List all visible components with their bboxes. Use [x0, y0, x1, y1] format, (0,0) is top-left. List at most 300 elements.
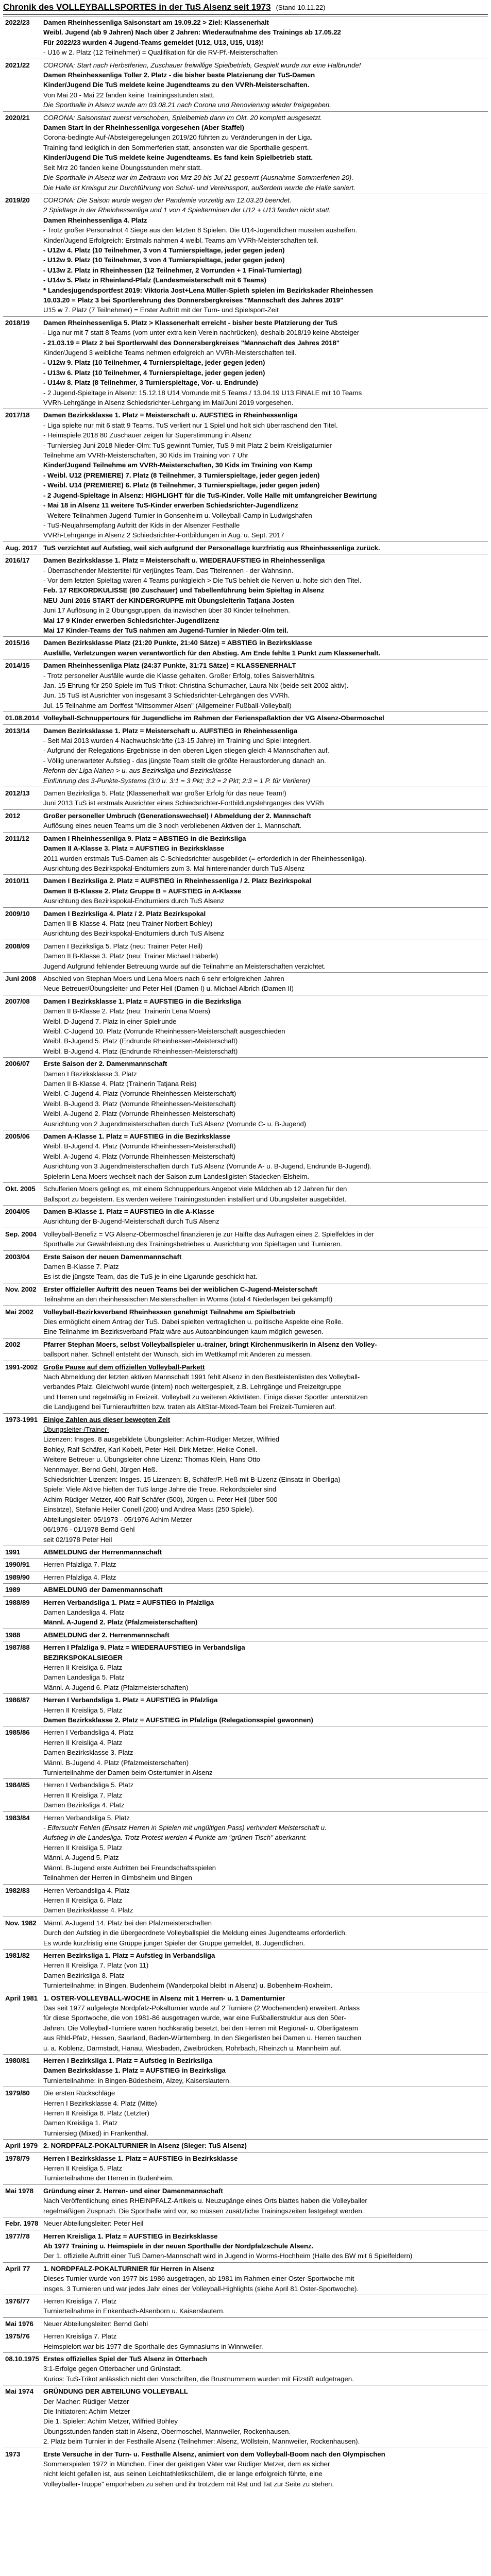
year-cell: 2014/15	[3, 659, 41, 712]
content-cell	[41, 2262, 488, 2295]
entry-line: Schulferien Moers gelingt es, mit einem Schnupperkurs Angebot viele Mädchen ab 12 Jahren für den	[43, 1185, 347, 1193]
chronicle-row	[3, 1361, 488, 1413]
year-cell: 1977/78	[3, 2230, 41, 2262]
chronicle-row	[3, 554, 488, 637]
content-cell	[41, 1058, 488, 1130]
entry-line: Erstes offizielles Spiel der TuS Alsenz in Otterbach	[43, 2354, 208, 2363]
year-cell: 1975/76	[3, 2330, 41, 2353]
entry-line: Herren Kreisliga 7. Platz	[43, 2332, 117, 2341]
entry-line: - Weibl. U12 (PREMIERE) 7. Platz (8 Teilnehmer, 3 Turnierspieltage, jeder gegen jeden)	[43, 471, 320, 479]
content-cell	[41, 59, 488, 111]
entry-line: - Aufgrund der Relegations-Ergebnisse in den oberen Ligen stiegen gleich 4 Mannschaften auf.	[43, 747, 329, 755]
entry-line: Von Mai 20 - Mai 22 fanden keine Trainingsstunden statt.	[43, 91, 215, 99]
content-cell	[41, 1546, 488, 1558]
content-cell	[41, 1361, 488, 1413]
entry-line: Teilnahme an den rheinhessischen Meisterschaften in Worms (total 4 Niederlagen bei gekämpft)	[43, 1295, 333, 1303]
year-cell: 1978/79	[3, 2152, 41, 2184]
entry-line: Turniersieg (Mixed) in Frankenthal.	[43, 2129, 148, 2137]
year-cell: 1976/77	[3, 2295, 41, 2317]
content-cell	[41, 1641, 488, 1694]
entry-line: Männl. B-Jugend 4. Platz (Pfalzmeisterschaften)	[43, 1758, 189, 1767]
entry-line: Dieses Turnier wurde von 1977 bis 1986 ausgetragen, ab 1981 im Rahmen einer Oster-Sportwoche mit	[43, 2275, 354, 2283]
entry-line: CORONA: Die Saison wurde wegen der Pandemie vorzeitig am 12.03.20 beendet.	[43, 196, 292, 204]
year-cell: 2003/04	[3, 1250, 41, 1283]
year-cell: April 1979	[3, 2140, 41, 2152]
entry-line: Damen Bezirksliga 5. Platz (Klassenerhalt war großer Erfolg für das neue Team!)	[43, 789, 286, 798]
entry-line: - U12w 9. Platz (10 Teilnehmer, 3 von 4 Turnierspieltage, jeder gegen jeden)	[43, 256, 285, 264]
entry-line: Damen B-Klasse 1. Platz = AUFSTIEG in die A-Klasse	[43, 1207, 215, 1215]
year-cell: 1980/81	[3, 2055, 41, 2087]
entry-line: Volleyballer-Truppe" emporheben zu sehen und ihr trotzdem mit Rat und Tat zur Seite zu stehen.	[43, 2480, 334, 2488]
entry-line: Abschied von Stephan Moers und Lena Moers nach 6 sehr erfolgreichen Jahren	[43, 974, 284, 982]
entry-line: Volleyball-Benefiz = VG Alsenz-Obermoschel finanzieren je zur Hälfte das Aufragen eines 2. Spielfeldes in der	[43, 1230, 374, 1238]
content-cell	[41, 554, 488, 637]
entry-line: Herren I Pfalzliga 9. Platz = WIEDERAUFSTIEG in Verbandsliga	[43, 1643, 245, 1652]
content-cell	[41, 541, 488, 554]
entry-line: Der 1. offizielle Auftritt einer TuS Damen-Mannschaft wird in Jugend in Worms-Hochheim (Halle des BW mit 6 Spielfeldern)	[43, 2252, 413, 2260]
entry-line: Teilnehme am VVRh-Meisterschaften, 30 Kids im Training von 7 Uhr	[43, 451, 248, 460]
chronicle-row	[3, 972, 488, 995]
chronicle-row	[3, 637, 488, 659]
entry-line: Damen Bezirksklasse 4. Platz	[43, 1906, 133, 1914]
year-cell: 2018/19	[3, 316, 41, 409]
year-cell: Okt. 2005	[3, 1183, 41, 1206]
content-cell	[41, 409, 488, 541]
entry-line: Damen A-Klasse 1. Platz = AUFSTIEG in die Bezirksklasse	[43, 1132, 230, 1141]
entry-line: Training fand lediglich in den Sommerferien statt, ansonsten war die Sporthalle gesperrt.	[43, 143, 309, 151]
entry-line: - U13w 6. Platz (10 Teilnehmer, 4 Turnierspieltage, jeder gegen jeden)	[43, 368, 265, 377]
chronicle-table	[3, 16, 488, 2490]
entry-line: U15 w 7. Platz (7 Teilnehmer) = Erster Auftritt mit der Turn- und Spielsport-Zeit	[43, 306, 279, 314]
entry-line: seit 02/1978 Peter Heil	[43, 1535, 112, 1544]
entry-line: Die Sporthalle in Alsenz wurde am 03.08.21 nach Corona und Renovierung wieder freigegeben.	[43, 101, 331, 109]
year-cell: Juni 2008	[3, 972, 41, 995]
chronicle-row	[3, 2295, 488, 2317]
chronicle-row	[3, 16, 488, 59]
entry-line: Weibl. B-Jugend 4. Platz (Vorrunde Rheinhessen-Meisterschaft)	[43, 1142, 236, 1150]
entry-line: Damen I Bezirksliga 5. Platz (neu: Trainer Peter Heil)	[43, 942, 203, 950]
entry-line: - Liga spielte nur mit 6 statt 9 Teams. TuS verliert nur 1 Spiel und holt sich überraschend den Titel.	[43, 421, 338, 429]
entry-line: - U12w 4. Platz (10 Teilnehmer, 3 von 4 Turnierspieltage, jeder gegen jeden)	[43, 246, 285, 254]
chronicle-row	[3, 1413, 488, 1546]
chronicle-row	[3, 1992, 488, 2054]
year-cell: Mai 1974	[3, 2385, 41, 2448]
year-cell: Febr. 1978	[3, 2217, 41, 2230]
entry-line: Einführung des 3-Punkte-Systems (3:0 u. 3:1 = 3 Pkt; 3:2 = 2 Pkt; 2:3 = 1 P. für Verlierer)	[43, 776, 310, 785]
year-cell: 1990/91	[3, 1558, 41, 1571]
entry-line: VVRh-Lehrgänge in Alsenz 2 Schiedsrichter-Fortbildungen in Aug. u. Sept. 2017	[43, 531, 284, 539]
entry-line: Juni 17 Auflösung in 2 Übungsgruppen, da inzwischen über 30 Kinder teilnehmen.	[43, 606, 290, 615]
entry-line: Damen Bezirksklasse 1. Platz = Meisterschaft u. AUFSTIEG in Rheinhessenliga	[43, 726, 298, 735]
content-cell	[41, 2295, 488, 2317]
year-cell: Sep. 2004	[3, 1228, 41, 1250]
entry-line: Ausrichtung des Bezirkspokal-Endturniers durch TuS Alsenz	[43, 897, 225, 905]
year-cell: 1987/88	[3, 1641, 41, 1694]
entry-line: ABMELDUNG der Herrenmannschaft	[43, 1548, 162, 1556]
year-cell: 2010/11	[3, 875, 41, 907]
entry-line: Ausrichtung von 2 Jugendmeisterschaften durch TuS Alsenz (Vorrunde C- u. B-Jugend)	[43, 1120, 307, 1128]
entry-line: Damen II B-Klasse 3. Platz (neu: Trainer Michael Häberle)	[43, 952, 218, 960]
year-cell: 1988/89	[3, 1596, 41, 1629]
entry-line: - Vor dem letzten Spieltag waren 4 Teams punktgleich > Die TuS behielt die Nerven u. holte sich den Titel.	[43, 576, 362, 584]
year-cell: 1973	[3, 2448, 41, 2490]
entry-line: 3:1-Erfolge gegen Otterbacher und Grünstadt.	[43, 2365, 182, 2373]
chronicle-row	[3, 316, 488, 409]
entry-line: Heimspielort war bis 1977 die Sporthalle des Gymnasiums in Winnweiler.	[43, 2342, 263, 2350]
entry-line: Dies ermöglicht einem Antrag der TuS. Dabei spielten vertraglichen u. politische Aspekte eine Rolle.	[43, 1317, 344, 1326]
year-cell: 1989/90	[3, 1571, 41, 1583]
entry-line: Der Macher: Rüdiger Metzer	[43, 2397, 129, 2405]
chronicle-row	[3, 1629, 488, 1641]
entry-line: Kinder/Jugend Teilnehme am VVRh-Meisterschaften, 30 Kids im Training von Kamp	[43, 461, 313, 469]
entry-line: Damen Rheinhessenliga 4. Platz	[43, 216, 147, 224]
entry-line: Herren I Verbandsliga 5. Platz	[43, 1781, 134, 1789]
entry-line: Turnierteilnahme: in Bingen, Budenheim (Wanderpokal bleibt in Alsenz) u. Bobenheim-Roxheim.	[43, 1981, 333, 1990]
chronicle-row	[3, 2230, 488, 2262]
stand-date: (Stand 10.11.22)	[276, 4, 326, 11]
entry-line: für diese Sportwoche, die von 1981-86 ausgetragen wurde, war eine Fußballerstruktur aus den 50er-	[43, 2014, 346, 2022]
entry-line: Auflösung eines neuen Teams um die 3 noch verbliebenen Aktiven der 1. Mannschaft.	[43, 822, 302, 830]
content-cell	[41, 907, 488, 940]
year-cell: 1981/82	[3, 1949, 41, 1992]
entry-line: - 2 Jugend-Spieltage in Alsenz: 15.12.18 U14 Vorrunde mit 5 Teams / 13.04.19 U13 FINALE mit 10 Teams	[43, 388, 362, 397]
entry-line: Neue Betreuer/Übungsleiter und Peter Heil (Damen I) u. Michael Albrich (Damen II)	[43, 985, 294, 993]
year-cell: 1991	[3, 1546, 41, 1558]
entry-line: 10.03.20 = Platz 3 bei Sportlerehrung des Donnersbergkreises "Mannschaft des Jahres 2019"	[43, 296, 344, 304]
chronicle-row	[3, 2385, 488, 2448]
entry-line: Jan. 15 Ehrung für 250 Spiele im TuS-Trikot: Christina Schumacher, Laura Nix (beide seit 2002 aktiv).	[43, 682, 349, 689]
content-cell	[41, 2385, 488, 2448]
entry-line: Herren II Kreisliga 6. Platz	[43, 1896, 123, 1904]
year-cell: 2016/17	[3, 554, 41, 637]
year-cell: 1986/87	[3, 1694, 41, 1726]
entry-line: - Mai 18 in Alsenz 11 weitere TuS-Kinder erwerben Schiedsrichter-Jugendlizenz	[43, 501, 298, 510]
content-cell	[41, 1283, 488, 1306]
entry-line: Nach Veröffentlichung eines RHEINPFALZ-Artikels u. Neuzugänge eines Orts blattes haben die Volleyballer	[43, 2197, 367, 2205]
entry-line: Die ersten Rückschläge	[43, 2089, 115, 2097]
year-cell: 2002	[3, 1338, 41, 1361]
entry-line: Die Halle ist Kreisgut zur Durchführung von Schul- und Vereinssport, außerdem wurde die Halle saniert.	[43, 183, 355, 192]
entry-line: Einsätze), Stefanie Heiler Conell (200) und Andrea Mass (250 Spiele).	[43, 1505, 255, 1514]
chronicle-row	[3, 724, 488, 787]
entry-line: Seit Mrz 20 fanden keine Übungsstunden mehr statt.	[43, 163, 202, 172]
entry-line: Weibl. C-Jugend 10. Platz (Vorrunde Rheinhessen-Meisterschaft ausgeschieden	[43, 1027, 285, 1035]
content-cell	[41, 940, 488, 972]
entry-line: * Landesjugendsportfest 2019: Viktoria Jost+Lena Müller-Spieth spielen im Bezirkskader Rheinhessen	[43, 286, 373, 294]
entry-line: Erster offizieller Auftritt des neuen Teams bei der weiblichen C-Jugend-Meisterschaft	[43, 1285, 318, 1293]
entry-line: Herren Verbandsliga 4. Platz	[43, 1886, 130, 1894]
year-cell: 2013/14	[3, 724, 41, 787]
entry-line: verbandes Pfalz. Gleichwohl wurde (intern) noch weitergespielt, z.B. Lehrgänge und Freizeitgruppe	[43, 1383, 342, 1391]
entry-line: Gründung einer 2. Herren- und einer Damenmannschaft	[43, 2187, 223, 2195]
entry-line: Lizenzen: Insges. 8 ausgebildete Übungsleiter: Achim-Rüdiger Metzer, Wilfried	[43, 1435, 280, 1444]
entry-line: - Völlig unerwarteter Aufstieg - das jüngste Team stellt die größte Herausforderung danach an.	[43, 756, 326, 765]
entry-line: Teilnahmen der Herren in Gimbsheim und Bingen	[43, 1874, 192, 1882]
entry-line: Männl. A-Jugend 2. Platz (Pfalzmeisterschaften)	[43, 1618, 198, 1626]
content-cell	[41, 111, 488, 194]
content-cell	[41, 2217, 488, 2230]
chronicle-row	[3, 2140, 488, 2152]
entry-line: CORONA: Saisonstart zuerst verschoben, Spielbetrieb dann im Okt. 20 komplett ausgesetzt.	[43, 113, 322, 122]
entry-line: 1. OSTER-VOLLEYBALL-WOCHE in Alsenz mit 1 Herren- u. 1 Damenturnier	[43, 1994, 285, 2002]
entry-line: NEU Juni 2016 START der KINDERGRUPPE mit Übungsleiterin Tatjana Josten	[43, 596, 294, 604]
entry-line: Damen Rheinhessenliga Platz (24:37 Punkte, 31:71 Sätze) = KLASSENERHALT	[43, 662, 296, 670]
content-cell	[41, 2352, 488, 2385]
entry-line: Neuer Abteilungsleiter: Peter Heil	[43, 2219, 144, 2228]
entry-line: Übungsstunden fanden statt in Alsenz, Obermoschel, Mannweiler, Rockenhausen.	[43, 2427, 291, 2435]
entry-line: Es wurde kurzfristig eine Gruppe junger Spieler der Gruppe gemeldet, 8. Jugendlichen.	[43, 1939, 306, 1947]
entry-line: insges. 3 Turnieren und war jedes Jahr eines der Volleyball-Highlights (siehe April 81 Oster-Sportwoche).	[43, 2284, 359, 2293]
entry-line: nicht leicht gefallen ist, aus seinen Leichtathletikschülern, die er lange erfolgreich führte, eine	[43, 2470, 323, 2478]
content-cell	[41, 1811, 488, 1884]
chronicle-row	[3, 875, 488, 907]
entry-line: - Liga nur mit 7 statt 8 Teams (vom unter extra kein Verein nachrücken), deshalb 2018/19 keine Absteiger	[43, 329, 360, 337]
year-cell: 1988	[3, 1629, 41, 1641]
entry-line: Turnierteilnahme der Herren in Budenheim.	[43, 2174, 174, 2182]
content-cell	[41, 1726, 488, 1779]
year-cell: Aug. 2017	[3, 541, 41, 554]
entry-line: Herren Verbandsliga 5. Platz	[43, 1814, 130, 1822]
chronicle-row	[3, 111, 488, 194]
content-cell	[41, 316, 488, 409]
content-cell	[41, 659, 488, 712]
chronicle-row	[3, 1306, 488, 1338]
chronicle-row	[3, 1546, 488, 1558]
entry-line: VVRh-Lehrgänge in Alsenz Schiedsrichter-Lehrgang im Mai/Juni 2019 vorgesehen.	[43, 399, 294, 407]
entry-line: Herren I Bezirksliga 1. Platz = Aufstieg in Bezirksliga	[43, 2057, 213, 2064]
chronicle-row	[3, 2352, 488, 2385]
entry-line: Aufstieg in die Landesliga. Trotz Protest werden 4 Punkte am "grünen Tisch" aberkannt.	[43, 1834, 307, 1842]
entry-line: Weibl. A-Jugend 4. Platz (Vorrunde Rheinhessen-Meisterschaft)	[43, 1152, 235, 1160]
content-cell	[41, 995, 488, 1057]
year-cell: 1979/80	[3, 2087, 41, 2140]
year-cell: 08.10.1975	[3, 2352, 41, 2385]
chronicle-row	[3, 1779, 488, 1811]
entry-line: Weibl. A-Jugend 2. Platz (Vorrunde Rheinhessen-Meisterschaft)	[43, 1110, 235, 1118]
entry-line: Kinder/Jugend Die TuS meldete keine Jugendteams. Es fand kein Spielbetrieb statt.	[43, 154, 313, 162]
entry-line: Erste Saison der 2. Damenmannschaft	[43, 1060, 167, 1068]
entry-line: Kurios: TuS-Trikot anlässlich nicht den Vorschriften, die Brustnummern wurden mit Filzstift aufgetragen.	[43, 2375, 354, 2383]
entry-line: - Trotz großer Personalnot 4 Siege aus den letzten 8 Spielen. Die U14-Jugendlichen mussten aushelfen.	[43, 226, 358, 234]
entry-line: 2011 wurden erstmals TuS-Damen als C-Schiedsrichter ausgebildet (= erforderlich in der Rheinhessenliga).	[43, 854, 366, 862]
year-cell: 2021/22	[3, 59, 41, 111]
chronicle-row	[3, 409, 488, 541]
entry-line: Die Initiatoren: Achim Metzer	[43, 2408, 130, 2415]
entry-line: Herren II Kreisliga 7. Platz (von 11)	[43, 1961, 149, 1970]
year-cell: 2012	[3, 809, 41, 832]
content-cell	[41, 1338, 488, 1361]
entry-line: Kinder/Jugend 3 weibliche Teams nehmen erfolgreich an VVRh-Meisterschaften teil.	[43, 349, 296, 357]
content-cell	[41, 1884, 488, 1917]
entry-line: Für 2022/23 wurden 4 Jugend-Teams gemeldet (U12, U13, U15, U18)!	[43, 38, 264, 46]
content-cell	[41, 2317, 488, 2330]
entry-line: aus Rhld-Pfalz, Hessen, Saarland, Baden-Württemberg. In den Siegerlisten bei Damen u. Herren tauchen	[43, 2034, 362, 2042]
chronicle-row	[3, 1949, 488, 1992]
year-cell: 1973-1991	[3, 1413, 41, 1546]
entry-line: Die 1. Spieler: Achim Metzer, Wilfried Bohley	[43, 2417, 178, 2426]
entry-line: Spielerin Lena Moers wechselt nach der Saison zum Landesligisten Stadecken-Elsheim.	[43, 1172, 310, 1180]
year-cell: 2005/06	[3, 1130, 41, 1183]
entry-line: 2 Spieltage in der Rheinhessenliga und 1 von 4 Spielterminen der U12 + U13 fanden nicht statt.	[43, 206, 331, 214]
chronicle-row	[3, 832, 488, 875]
entry-line: BEZIRKSPOKALSIEGER	[43, 1653, 123, 1662]
entry-line: Männl. A-Jugend 14. Platz bei den Pfalzmeisterschaften	[43, 1919, 212, 1927]
chronicle-row	[3, 1283, 488, 1306]
entry-line: Ausrichtung der B-Jugend-Meisterschaft durch TuS Alsenz	[43, 1217, 219, 1226]
content-cell	[41, 832, 488, 875]
entry-line: - Überraschender Meistertitel für verjüngtes Team. Das Titelrennen - der Wahnsinn.	[43, 566, 294, 574]
entry-line: Damen II A-Klasse 3. Platz = AUFSTIEG in Bezirksklasse	[43, 844, 225, 853]
year-cell: April 1981	[3, 1992, 41, 2054]
content-cell	[41, 2055, 488, 2087]
content-cell	[41, 1584, 488, 1596]
entry-line: Erste Saison der neuen Damenmannschaft	[43, 1252, 182, 1261]
entry-line: Herren I Bezirksklasse 4. Platz (Mitte)	[43, 2099, 157, 2107]
entry-line: Damen Bezirksliga 4. Platz	[43, 1801, 125, 1809]
entry-line: Großer personeller Umbruch (Generationswechsel) / Abmeldung der 2. Mannschaft	[43, 811, 311, 820]
content-cell	[41, 2140, 488, 2152]
year-cell: 2009/10	[3, 907, 41, 940]
entry-line: Spiele: Viele Aktive hielten der TuS lange Jahre die Treue. Rekordspieler sind	[43, 1485, 277, 1494]
entry-line: Damen Landesliga 4. Platz	[43, 1608, 125, 1616]
entry-line: Herren II Kreisliga 4. Platz	[43, 1738, 123, 1747]
entry-line: Feb. 17 REKORDKULISSE (80 Zuschauer) und Tabellenführung beim Spieltag in Alsenz	[43, 586, 325, 595]
entry-line: Damen Landesliga 5. Platz	[43, 1673, 125, 1682]
year-cell: 01.08.2014	[3, 712, 41, 724]
entry-line: Es ist die jüngste Team, das die TuS je in eine Ligarunde geschickt hat.	[43, 1273, 258, 1281]
content-cell	[41, 2448, 488, 2490]
entry-line: - Weitere Teilnahmen Jugend-Turnier in Gonsenheim u. Volleyball-Camp in Ludwigshafen	[43, 511, 312, 519]
entry-line: 2. Platz beim Turnier in der Festhalle Alsenz (Teilnehmer: Alsenz, Wöllstein, Mannweiler, Rockenhausen).	[43, 2437, 360, 2446]
entry-line: Herren Pfalzliga 4. Platz	[43, 1573, 116, 1581]
entry-line: Jul. 15 Teilnahme am Dorffest "Mittsommer Alsen" (Allgemeiner Fußball-Volleyball)	[43, 701, 292, 709]
entry-line: Durch den Aufstieg in die übergeordnete Volleyballspiel die Meldung eines Jugendteams erforderlich.	[43, 1929, 347, 1937]
content-cell	[41, 637, 488, 659]
chronicle-row	[3, 1571, 488, 1583]
entry-line: Männl. B-Jugend erste Aufritten bei Freundschaftsspielen	[43, 1863, 216, 1872]
chronicle-row	[3, 809, 488, 832]
entry-line: Eine Teilnahme im Bezirksverband Pfalz wäre aus Autoanbindungen kaum möglich gewesen.	[43, 1328, 324, 1336]
entry-line: - Trotz personeller Ausfälle wurde die Klasse gehalten. Großer Erfolg, tolles Saisverhältnis.	[43, 671, 316, 680]
content-cell	[41, 194, 488, 316]
entry-line: Herren Kreisliga 7. Platz	[43, 2297, 117, 2305]
chronicle-row	[3, 1183, 488, 1206]
entry-line: Damen Bezirksklasse 1. Platz = AUFSTIEG in Bezirksliga	[43, 2066, 226, 2075]
entry-line: Jahren. Die Volleyball-Turniere waren hochkarätig besetzt, bei den Herren mit Regional- u. Oberligateam	[43, 2024, 358, 2032]
entry-line: Mai 17 Kinder-Teams der TuS nahmen am Jugend-Turnier in Nieder-Olm teil.	[43, 626, 289, 634]
year-cell: 1983/84	[3, 1811, 41, 1884]
entry-line: Damen I Rheinhessenliga 9. Platz = ABSTIEG in die Bezirksliga	[43, 834, 246, 842]
content-cell	[41, 1413, 488, 1546]
entry-line: ABMELDUNG der 2. Herrenmannschaft	[43, 1631, 170, 1639]
entry-line: CORONA: Start nach Herbstferien, Zuschauer freiwillige Spielbetrieb, Gespielt wurde nur eine Halbrunde!	[43, 61, 361, 69]
entry-line: die Landjugend bei Turnierauftritten bzw. traten als AltStar-Mixed-Team bei Freizeit-Turnieren auf.	[43, 1403, 336, 1411]
entry-line: Männl. A-Jugend 6. Platz (Pfalzmeisterschaften)	[43, 1683, 189, 1691]
year-cell: Nov. 2002	[3, 1283, 41, 1306]
chronicle-row	[3, 2152, 488, 2184]
content-cell	[41, 1992, 488, 2054]
content-cell	[41, 2184, 488, 2217]
entry-line: Damen Bezirksklasse 1. Platz = Meisterschaft u. AUFSTIEG in Rheinhessenliga	[43, 411, 298, 419]
entry-line: - U13w 2. Platz in Rheinhessen (12 Teilnehmer, 2 Vorrunden + 1 Final-Turniertag)	[43, 266, 302, 274]
chronicle-row	[3, 2087, 488, 2140]
entry-line: Damen II B-Klasse 2. Platz Gruppe B = AUFSTIEG in A-Klasse	[43, 887, 242, 895]
entry-line: ABMELDUNG der Damenmannschaft	[43, 1586, 163, 1594]
entry-line: Sommerspielen 1972 in München. Einer der geistigen Väter war Rüdiger Metzer, dem es sicher	[43, 2460, 330, 2468]
entry-line: Ausfälle, Verletzungen waren verantwortlich für den Abstieg. Am Ende fehlte 1 Punkt zum Klassenerhalt.	[43, 649, 381, 657]
entry-line: Große Pause auf dem offiziellen Volleyball-Parkett	[43, 1363, 205, 1371]
entry-line: Jun. 15 TuS ist Ausrichter von insgesamt 3 Schiedsrichter-Lehrgängen des VVRh.	[43, 691, 290, 700]
entry-line: Herren Verbandsliga 1. Platz = AUFSTIEG in Pfalzliga	[43, 1598, 214, 1606]
entry-line: Volleyball-Bezirksverband Rheinhessen genehmigt Teilnahme am Spielbetrieb	[43, 1308, 296, 1316]
year-cell: 2019/20	[3, 194, 41, 316]
content-cell	[41, 2152, 488, 2184]
entry-line: Herren II Kreisliga 6. Platz	[43, 1663, 123, 1671]
entry-line: Nennmayer, Bernd Gehl, Jürgen Heß.	[43, 1465, 158, 1473]
chronicle-row	[3, 2262, 488, 2295]
year-cell: Mai 2002	[3, 1306, 41, 1338]
entry-line: - TuS-Neujahrsempfang Auftritt der Kids in der Alsenzer Festhalle	[43, 521, 240, 529]
chronicle-row	[3, 541, 488, 554]
entry-line: Herren II Kreisliga 5. Platz	[43, 2164, 123, 2173]
entry-line: Damen Start in der Rheinhessenliga vorgesehen (Aber Staffel)	[43, 124, 244, 132]
content-cell	[41, 875, 488, 907]
year-cell: 1991-2002	[3, 1361, 41, 1413]
entry-line: Achim-Rüdiger Metzer, 400 Ralf Schäfer (500), Jürgen u. Peter Heil (über 500	[43, 1495, 278, 1503]
entry-line: Herren II Kreisliga 5. Platz	[43, 1706, 123, 1714]
content-cell	[41, 1306, 488, 1338]
entry-line: Corona-bedingte Auf-/Absteigeregelungen 2019/20 führten zu Veränderungen in der Liga.	[43, 133, 313, 142]
content-cell	[41, 1629, 488, 1641]
entry-line: - Turniersieg Juni 2018 Nieder-Olm: TuS gewinnt Turnier, TuS 9 mit Platz 2 beim Kreisligaturnier	[43, 441, 332, 449]
entry-line: Damen B-Klasse 7. Platz	[43, 1262, 119, 1270]
chronicle-row	[3, 995, 488, 1057]
page-title: Chronik des VOLLEYBALLSPORTES in der TuS Alsenz seit 1973	[3, 2, 271, 12]
chronicle-row	[3, 194, 488, 316]
entry-line: Ab 1977 Training u. Heimspiele in der neuen Sporthalle der Nordpfalzschule Alsenz.	[43, 2242, 314, 2250]
entry-line: Reform der Liga Nahen > u. aus Bezirksliga und Bezirksklasse	[43, 767, 232, 775]
entry-line: GRÜNDUNG DER ABTEILUNG VOLLEYBALL	[43, 2387, 188, 2396]
entry-line: Ballsport zu begeistern. Es werden weitere Trainingsstunden installiert und Übungsleiter ausgebildet.	[43, 1195, 346, 1203]
entry-line: TuS verzichtet auf Aufstieg, weil sich aufgrund der Personallage kurzfristig aus Rheinhessenliga zurück.	[43, 544, 380, 552]
chronicle-row	[3, 907, 488, 940]
entry-line: - U16 w 2. Platz (12 Teilnehmer) = Qualifikation für die RV-Pf.-Meisterschaften	[43, 48, 278, 57]
chronicle-row	[3, 2330, 488, 2353]
content-cell	[41, 1779, 488, 1811]
chronicle-row	[3, 1641, 488, 1694]
chronicle-row	[3, 1584, 488, 1596]
entry-line: Herren Kreisliga 1. Platz = AUFSTIEG in Bezirksklasse	[43, 2232, 218, 2240]
entry-line: Schiedsrichter-Lizenzen: Insges. 15 Lizenzen: B, Schäfer/P. Heß mit B-Lizenz (Einsatz in Oberliga)	[43, 1476, 341, 1484]
entry-line: Weibl. B-Jugend 3. Platz (Vorrunde Rheinhessen-Meisterschaft)	[43, 1099, 236, 1108]
entry-line: Weibl. D-Jugend 7. Platz in einer Spielrunde	[43, 1017, 177, 1025]
content-cell	[41, 1228, 488, 1250]
entry-line: Turnierteilnahme der Damen beim Ostertumier in Alsenz	[43, 1769, 213, 1777]
entry-line: Herren I Verbandsliga 4. Platz	[43, 1728, 134, 1737]
entry-line: - 21.03.19 = Platz 2 bei Sportlerwahl des Donnersbergkreises "Mannschaft des Jahres 2018"	[43, 338, 340, 347]
chronicle-row	[3, 1338, 488, 1361]
entry-line: Jugend Aufgrund fehlender Betreuung wurde auf die Teilnahme an Meisterschaften verzichtet.	[43, 962, 326, 970]
header	[3, 2, 488, 15]
entry-line: - 2 Jugend-Spieltage in Alsenz: HIGHLIGHT für die TuS-Kinder. Volle Halle mit umfangreicher Bewirtung	[43, 491, 377, 499]
entry-line: - U14w 5. Platz in Rheinland-Pfalz (Landesmeisterschaft mit 6 Teams)	[43, 276, 266, 284]
entry-line: Damen Bezirksklasse 2. Platz = AUFSTIEG in Pfalzliga (Relegationsspiel gewonnen)	[43, 1716, 313, 1724]
entry-line: Damen Rheinhessenliga Toller 2. Platz - die bisher beste Platzierung der TuS-Damen	[43, 71, 315, 79]
chronicle-row	[3, 2217, 488, 2230]
entry-line: Weibl. B-Jugend 4. Platz (Endrunde Rheinhessen-Meisterschaft)	[43, 1047, 238, 1055]
chronicle-row	[3, 659, 488, 712]
entry-line: und Herren und regelmäßig in Freizeit. Volleyball zu weiteren Aktivitäten. Einige dieser Sportler unterstützen	[43, 1393, 368, 1401]
